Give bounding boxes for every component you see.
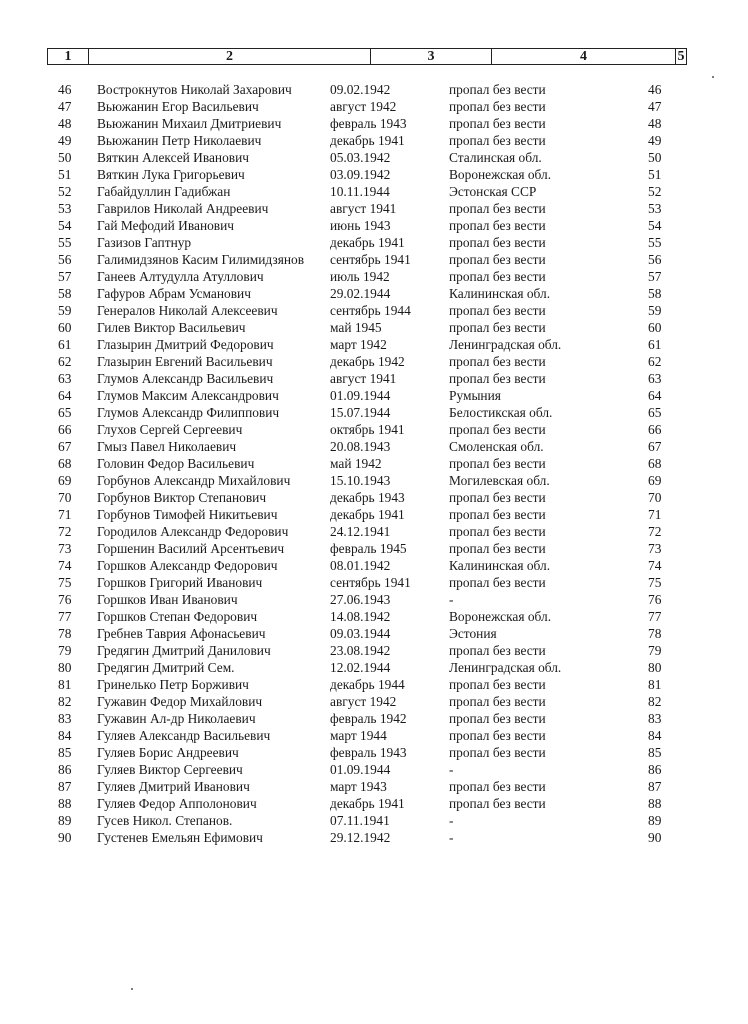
row-name: Габайдуллин Гадибжан <box>97 184 231 199</box>
row-name: Гребнев Таврия Афонасьевич <box>97 626 266 641</box>
table-row <box>0 81 748 98</box>
row-number: 85 <box>58 745 72 760</box>
row-fate: пропал без вести <box>449 371 546 386</box>
row-fate: Эстония <box>449 626 497 641</box>
row-name: Городилов Александр Федорович <box>97 524 289 539</box>
row-date: 29.12.1942 <box>330 830 391 845</box>
row-number-right: 54 <box>648 218 662 233</box>
table-row <box>0 829 748 846</box>
row-number: 55 <box>58 235 72 250</box>
row-name: Гуляев Александр Васильевич <box>97 728 271 743</box>
row-name: Гужавин Федор Михайлович <box>97 694 263 709</box>
row-date: август 1941 <box>330 371 397 386</box>
row-number-right: 47 <box>648 99 662 114</box>
row-fate: Калининская обл. <box>449 286 551 301</box>
row-name: Горшков Григорий Иванович <box>97 575 263 590</box>
table-row <box>0 115 748 132</box>
row-name: Галимидзянов Касим Гилимидзянов <box>97 252 305 267</box>
row-number: 62 <box>58 354 72 369</box>
row-fate: Воронежская обл. <box>449 167 552 182</box>
row-fate: пропал без вести <box>449 745 546 760</box>
row-date: 07.11.1941 <box>330 813 390 828</box>
row-number: 53 <box>58 201 72 216</box>
row-number: 66 <box>58 422 72 437</box>
row-date: февраль 1943 <box>330 745 407 760</box>
row-date: октябрь 1941 <box>330 422 405 437</box>
row-fate: пропал без вести <box>449 524 546 539</box>
scan-speck <box>712 76 714 78</box>
row-name: Гай Мефодий Иванович <box>97 218 235 233</box>
row-fate: пропал без вести <box>449 507 546 522</box>
row-date: декабрь 1942 <box>330 354 405 369</box>
row-number: 80 <box>58 660 72 675</box>
table-row <box>0 472 748 489</box>
row-number: 49 <box>58 133 72 148</box>
table-row <box>0 200 748 217</box>
row-number-right: 57 <box>648 269 662 284</box>
table-row <box>0 302 748 319</box>
row-date: сентябрь 1941 <box>330 575 411 590</box>
table-row <box>0 319 748 336</box>
row-date: 15.07.1944 <box>330 405 391 420</box>
row-number-right: 66 <box>648 422 662 437</box>
table-row <box>0 285 748 302</box>
row-number: 57 <box>58 269 72 284</box>
row-date: август 1942 <box>330 99 397 114</box>
row-name: Гаврилов Николай Андреевич <box>97 201 269 216</box>
row-number-right: 63 <box>648 371 662 386</box>
row-number: 50 <box>58 150 72 165</box>
row-number: 65 <box>58 405 72 420</box>
row-number-right: 68 <box>648 456 662 471</box>
row-number-right: 81 <box>648 677 662 692</box>
row-number-right: 86 <box>648 762 662 777</box>
row-date: 14.08.1942 <box>330 609 391 624</box>
row-name: Глумов Александр Васильевич <box>97 371 274 386</box>
row-number-right: 85 <box>648 745 662 760</box>
table-row <box>0 693 748 710</box>
row-name: Густенев Емельян Ефимович <box>97 830 263 845</box>
row-number: 77 <box>58 609 72 624</box>
row-name: Вьюжанин Егор Васильевич <box>97 99 259 114</box>
row-name: Вяткин Лука Григорьевич <box>97 167 245 182</box>
row-name: Горбунов Тимофей Никитьевич <box>97 507 278 522</box>
table-row <box>0 506 748 523</box>
row-number: 63 <box>58 371 72 386</box>
row-number: 59 <box>58 303 72 318</box>
column-header-4: 4 <box>492 49 676 64</box>
row-name: Гредягин Дмитрий Данилович <box>97 643 271 658</box>
row-name: Гилев Виктор Васильевич <box>97 320 246 335</box>
row-name: Горшенин Василий Арсентьевич <box>97 541 285 556</box>
row-number: 69 <box>58 473 72 488</box>
row-number: 74 <box>58 558 72 573</box>
row-number-right: 82 <box>648 694 662 709</box>
row-name: Гуляев Виктор Сергеевич <box>97 762 243 777</box>
row-name: Глухов Сергей Сергеевич <box>97 422 243 437</box>
row-name: Горшков Александр Федорович <box>97 558 278 573</box>
row-fate: пропал без вести <box>449 218 546 233</box>
row-date: декабрь 1941 <box>330 796 405 811</box>
row-fate: Воронежская обл. <box>449 609 552 624</box>
row-fate: пропал без вести <box>449 303 546 318</box>
row-fate: пропал без вести <box>449 796 546 811</box>
table-row <box>0 166 748 183</box>
table-row <box>0 149 748 166</box>
row-name: Вьюжанин Петр Николаевич <box>97 133 262 148</box>
row-fate: пропал без вести <box>449 269 546 284</box>
row-name: Гусев Никол. Степанов. <box>97 813 233 828</box>
row-number: 60 <box>58 320 72 335</box>
row-number: 84 <box>58 728 72 743</box>
row-fate: пропал без вести <box>449 320 546 335</box>
row-number-right: 46 <box>648 82 662 97</box>
row-fate: - <box>449 813 454 828</box>
row-name: Головин Федор Васильевич <box>97 456 255 471</box>
row-number-right: 48 <box>648 116 662 131</box>
row-number-right: 72 <box>648 524 662 539</box>
row-date: август 1941 <box>330 201 397 216</box>
row-fate: пропал без вести <box>449 677 546 692</box>
row-number: 72 <box>58 524 72 539</box>
row-date: 12.02.1944 <box>330 660 391 675</box>
row-number-right: 62 <box>648 354 662 369</box>
table-row <box>0 557 748 574</box>
row-number: 61 <box>58 337 72 352</box>
row-date: март 1943 <box>330 779 387 794</box>
row-date: 01.09.1944 <box>330 388 391 403</box>
row-number: 78 <box>58 626 72 641</box>
table-row <box>0 489 748 506</box>
table-row <box>0 217 748 234</box>
table-row <box>0 455 748 472</box>
table-row <box>0 404 748 421</box>
row-date: февраль 1942 <box>330 711 407 726</box>
row-fate: Белостикская обл. <box>449 405 553 420</box>
row-date: 29.02.1944 <box>330 286 391 301</box>
table-row <box>0 625 748 642</box>
row-number-right: 64 <box>648 388 662 403</box>
row-number-right: 77 <box>648 609 662 624</box>
row-fate: пропал без вести <box>449 133 546 148</box>
table-row <box>0 268 748 285</box>
row-number-right: 59 <box>648 303 662 318</box>
column-header-5: 5 <box>677 49 685 64</box>
row-date: февраль 1945 <box>330 541 407 556</box>
row-name: Вяткин Алексей Иванович <box>97 150 250 165</box>
row-date: июль 1942 <box>330 269 390 284</box>
row-date: 01.09.1944 <box>330 762 391 777</box>
row-fate: пропал без вести <box>449 643 546 658</box>
table-row <box>0 642 748 659</box>
row-number: 81 <box>58 677 72 692</box>
row-date: 05.03.1942 <box>330 150 391 165</box>
row-number-right: 78 <box>648 626 662 641</box>
row-number-right: 67 <box>648 439 662 454</box>
row-number: 58 <box>58 286 72 301</box>
row-date: 20.08.1943 <box>330 439 391 454</box>
row-number: 83 <box>58 711 72 726</box>
table-row <box>0 421 748 438</box>
row-name: Глазырин Евгений Васильевич <box>97 354 273 369</box>
row-fate: пропал без вести <box>449 779 546 794</box>
row-date: март 1944 <box>330 728 387 743</box>
row-number: 70 <box>58 490 72 505</box>
row-date: 15.10.1943 <box>330 473 391 488</box>
row-number-right: 51 <box>648 167 662 182</box>
row-number-right: 70 <box>648 490 662 505</box>
row-name: Гуляев Дмитрий Иванович <box>97 779 250 794</box>
row-fate: пропал без вести <box>449 711 546 726</box>
row-name: Горбунов Александр Михайлович <box>97 473 291 488</box>
table-row <box>0 608 748 625</box>
row-number: 46 <box>58 82 72 97</box>
row-name: Гафуров Абрам Усманович <box>97 286 251 301</box>
row-number: 75 <box>58 575 72 590</box>
row-number: 52 <box>58 184 72 199</box>
row-fate: - <box>449 830 454 845</box>
row-number-right: 49 <box>648 133 662 148</box>
row-fate: пропал без вести <box>449 99 546 114</box>
table-row <box>0 761 748 778</box>
row-number: 64 <box>58 388 72 403</box>
row-fate: пропал без вести <box>449 456 546 471</box>
row-name: Гуляев Борис Андреевич <box>97 745 239 760</box>
row-date: май 1942 <box>330 456 382 471</box>
row-number-right: 60 <box>648 320 662 335</box>
row-number-right: 84 <box>648 728 662 743</box>
row-name: Гуляев Федор Апполонович <box>97 796 257 811</box>
column-header-1: 1 <box>48 49 89 64</box>
row-name: Газизов Гаптнур <box>97 235 192 250</box>
row-name: Горшков Степан Федорович <box>97 609 258 624</box>
row-number: 87 <box>58 779 72 794</box>
row-fate: Смоленская обл. <box>449 439 544 454</box>
row-number-right: 52 <box>648 184 662 199</box>
row-fate: Могилевская обл. <box>449 473 550 488</box>
row-name: Гужавин Ал-др Николаевич <box>97 711 256 726</box>
row-fate: Ленинградская обл. <box>449 337 562 352</box>
row-number-right: 53 <box>648 201 662 216</box>
row-number-right: 76 <box>648 592 662 607</box>
row-date: 23.08.1942 <box>330 643 391 658</box>
row-date: декабрь 1941 <box>330 235 405 250</box>
row-date: сентябрь 1944 <box>330 303 411 318</box>
table-row <box>0 659 748 676</box>
row-name: Генералов Николай Алексеевич <box>97 303 278 318</box>
row-date: 27.06.1943 <box>330 592 391 607</box>
row-number: 54 <box>58 218 72 233</box>
row-number-right: 89 <box>648 813 662 828</box>
table-row <box>0 795 748 812</box>
row-number: 51 <box>58 167 72 182</box>
row-fate: пропал без вести <box>449 201 546 216</box>
row-number: 67 <box>58 439 72 454</box>
row-name: Глумов Максим Александрович <box>97 388 279 403</box>
row-date: февраль 1943 <box>330 116 407 131</box>
row-name: Вьюжанин Михаил Дмитриевич <box>97 116 282 131</box>
row-number: 48 <box>58 116 72 131</box>
row-number-right: 75 <box>648 575 662 590</box>
row-number-right: 56 <box>648 252 662 267</box>
row-number-right: 87 <box>648 779 662 794</box>
row-fate: пропал без вести <box>449 252 546 267</box>
row-number-right: 90 <box>648 830 662 845</box>
row-number: 88 <box>58 796 72 811</box>
table-row <box>0 438 748 455</box>
row-fate: Калининская обл. <box>449 558 551 573</box>
table-row <box>0 744 748 761</box>
row-date: март 1942 <box>330 337 387 352</box>
table-row <box>0 98 748 115</box>
row-fate: Ленинградская обл. <box>449 660 562 675</box>
row-number: 47 <box>58 99 72 114</box>
row-number-right: 88 <box>648 796 662 811</box>
row-fate: пропал без вести <box>449 694 546 709</box>
row-fate: Эстонская ССР <box>449 184 537 199</box>
row-number: 79 <box>58 643 72 658</box>
row-date: декабрь 1943 <box>330 490 405 505</box>
row-number: 76 <box>58 592 72 607</box>
row-fate: Сталинская обл. <box>449 150 542 165</box>
row-fate: пропал без вести <box>449 541 546 556</box>
row-name: Гредягин Дмитрий Сем. <box>97 660 235 675</box>
row-date: август 1942 <box>330 694 397 709</box>
row-number-right: 73 <box>648 541 662 556</box>
row-name: Вострокнутов Николай Захарович <box>97 82 292 97</box>
row-name: Ганеев Алтудулла Атуллович <box>97 269 264 284</box>
row-name: Глумов Александр Филиппович <box>97 405 280 420</box>
row-date: июнь 1943 <box>330 218 391 233</box>
table-row <box>0 132 748 149</box>
table-row <box>0 574 748 591</box>
row-number-right: 61 <box>648 337 662 352</box>
row-date: 08.01.1942 <box>330 558 391 573</box>
row-number-right: 50 <box>648 150 662 165</box>
table-row <box>0 676 748 693</box>
table-row <box>0 370 748 387</box>
row-fate: Румыния <box>449 388 501 403</box>
table-row <box>0 234 748 251</box>
row-name: Горшков Иван Иванович <box>97 592 238 607</box>
column-header-row <box>47 48 687 65</box>
row-number: 71 <box>58 507 72 522</box>
row-fate: пропал без вести <box>449 422 546 437</box>
row-fate: пропал без вести <box>449 575 546 590</box>
row-name: Гринелько Петр Борживич <box>97 677 249 692</box>
row-date: 03.09.1942 <box>330 167 391 182</box>
row-number: 56 <box>58 252 72 267</box>
row-name: Горбунов Виктор Степанович <box>97 490 267 505</box>
row-fate: - <box>449 762 454 777</box>
row-number-right: 58 <box>648 286 662 301</box>
row-number: 90 <box>58 830 72 845</box>
scan-speck <box>131 988 133 990</box>
row-date: декабрь 1941 <box>330 133 405 148</box>
row-fate: пропал без вести <box>449 82 546 97</box>
row-fate: пропал без вести <box>449 116 546 131</box>
row-number-right: 55 <box>648 235 662 250</box>
row-date: 24.12.1941 <box>330 524 391 539</box>
row-name: Глазырин Дмитрий Федорович <box>97 337 274 352</box>
row-number-right: 74 <box>648 558 662 573</box>
row-fate: пропал без вести <box>449 235 546 250</box>
row-number-right: 80 <box>648 660 662 675</box>
table-row <box>0 251 748 268</box>
row-fate: пропал без вести <box>449 728 546 743</box>
column-header-2: 2 <box>89 49 371 64</box>
row-date: 09.02.1942 <box>330 82 391 97</box>
table-row <box>0 336 748 353</box>
column-header-3: 3 <box>371 49 492 64</box>
row-name: Гмыз Павел Николаевич <box>97 439 237 454</box>
row-date: декабрь 1941 <box>330 507 405 522</box>
row-date: 10.11.1944 <box>330 184 390 199</box>
row-fate: пропал без вести <box>449 354 546 369</box>
table-row <box>0 727 748 744</box>
table-row <box>0 353 748 370</box>
row-number-right: 65 <box>648 405 662 420</box>
row-date: декабрь 1944 <box>330 677 405 692</box>
row-number: 68 <box>58 456 72 471</box>
row-number-right: 71 <box>648 507 662 522</box>
row-date: май 1945 <box>330 320 382 335</box>
row-number-right: 79 <box>648 643 662 658</box>
row-number: 86 <box>58 762 72 777</box>
row-number: 73 <box>58 541 72 556</box>
table-row <box>0 183 748 200</box>
row-fate: - <box>449 592 454 607</box>
table-row <box>0 523 748 540</box>
row-date: сентябрь 1941 <box>330 252 411 267</box>
table-row <box>0 778 748 795</box>
table-row <box>0 591 748 608</box>
table-row <box>0 387 748 404</box>
row-number: 89 <box>58 813 72 828</box>
table-row <box>0 710 748 727</box>
row-number-right: 69 <box>648 473 662 488</box>
row-fate: пропал без вести <box>449 490 546 505</box>
row-date: 09.03.1944 <box>330 626 391 641</box>
row-number: 82 <box>58 694 72 709</box>
row-number-right: 83 <box>648 711 662 726</box>
table-row <box>0 812 748 829</box>
table-row <box>0 540 748 557</box>
